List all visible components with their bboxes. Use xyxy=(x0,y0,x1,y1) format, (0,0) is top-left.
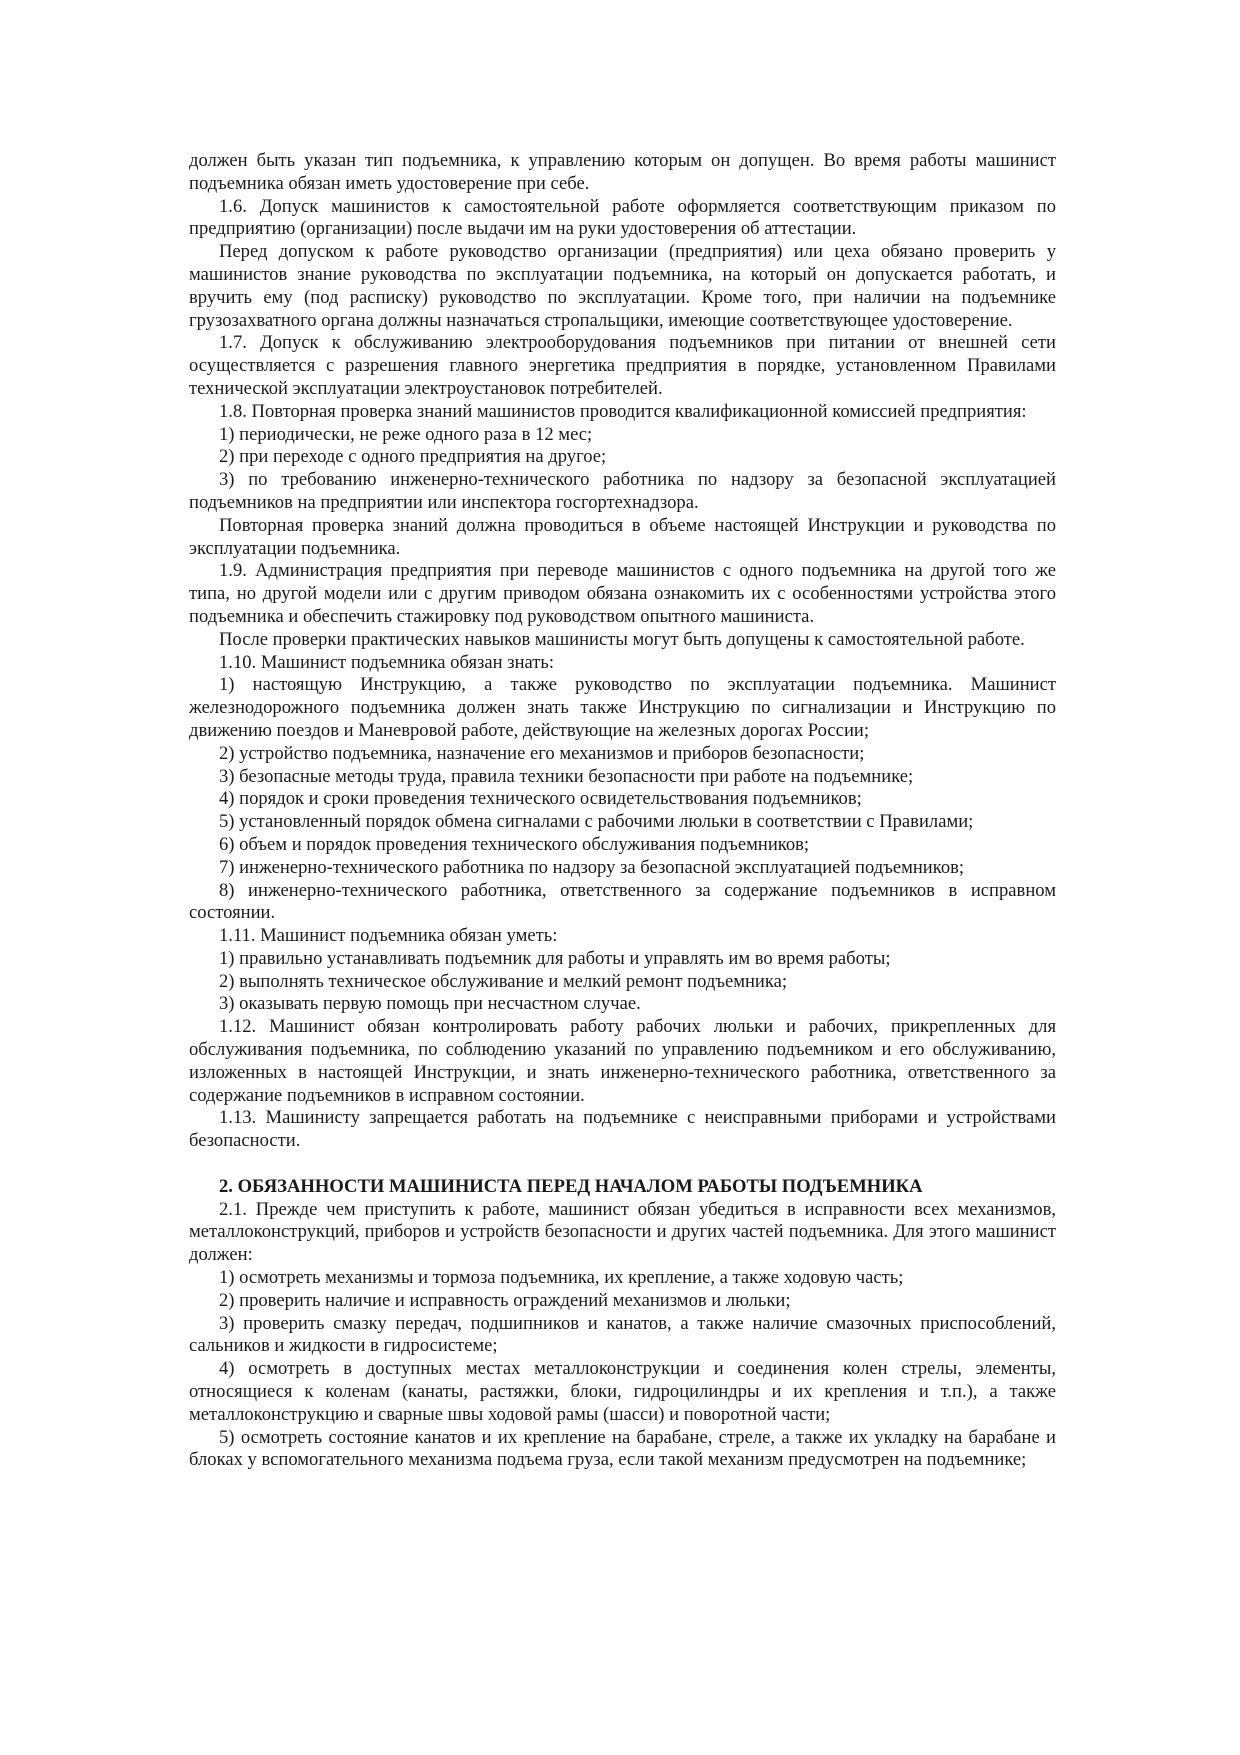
list-item: 4) порядок и сроки проведения технического освидетельствования подъемников; xyxy=(219,788,862,810)
document-body xyxy=(189,150,1056,1472)
paragraph-continuation: должен быть указан тип подъемника, к управлению которым он допущен. Во время работы машинист подъемника обязан иметь удостоверение при себе. xyxy=(189,150,1056,194)
list-item: 5) осмотреть состояние канатов и их крепление на барабане, стреле, а также их укладку на барабане и блоках у вспомогательного механизма подъема груза, если такой механизм предусмотрен на подъемнике; xyxy=(189,1426,1056,1471)
list-item: 6) объем и порядок проведения технического обслуживания подъемников; xyxy=(219,833,810,855)
list-item: 3) по требованию инженерно-технического работника по надзору за безопасной эксплуатацией подъемников на предприятии или инспектора госгортехнадзора. xyxy=(189,469,1056,513)
list-item: 2) проверить наличие и исправность ограждений механизмов и люльки; xyxy=(219,1289,791,1311)
paragraph: После проверки практических навыков машинисты могут быть допущены к самостоятельной работе. xyxy=(219,628,1025,650)
list-item: 2) устройство подъемника, назначение его механизмов и приборов безопасности; xyxy=(219,742,865,764)
paragraph-1-12: 1.12. Машинист обязан контролировать работу рабочих люльки и рабочих, прикрепленных для обслуживания подъемника, по соблюдению указаний по управлению подъемником и его обслуживанию, изложенных в настоящей Инструкции, и знать инженерно-технического работника, ответственного за содержание подъемников в исправном состоянии. xyxy=(189,1016,1056,1106)
list-item: 7) инженерно-технического работника по надзору за безопасной эксплуатацией подъемников; xyxy=(219,856,965,878)
list-item: 2) при переходе с одного предприятия на другое; xyxy=(219,446,607,468)
blank-line xyxy=(189,1153,1056,1176)
paragraph-1-6: 1.6. Допуск машинистов к самостоятельной работе оформляется соответствующим приказом по предприятию (организации) после выдачи им на руки удостоверения об аттестации. xyxy=(189,195,1056,240)
list-item: 8) инженерно-технического работника, ответственного за содержание подъемников в исправном состоянии. xyxy=(189,879,1056,924)
paragraph-1-10: 1.10. Машинист подъемника обязан знать: xyxy=(219,651,555,673)
paragraph-1-9: 1.9. Администрация предприятия при переводе машинистов с одного подъемника на другой того же типа, но другой модели или с другим приводом обязана ознакомить их с особенностями устройства этого подъемника и обеспечить стажировку под руководством опытного машиниста. xyxy=(189,560,1056,627)
paragraph: Повторная проверка знаний должна проводиться в объеме настоящей Инструкции и руководства по эксплуатации подъемника. xyxy=(189,514,1056,559)
paragraph: Перед допуском к работе руководство организации (предприятия) или цеха обязано проверить у машинистов знание руководства по эксплуатации подъемника, на который он допускается работать, и вручить ему (под расписку) руководство по эксплуатации. Кроме того, при наличии на подъемнике грузозахватного органа должны назначаться стропальщики, имеющие соответствующее удостоверение. xyxy=(189,241,1056,331)
paragraph-2-1: 2.1. Прежде чем приступить к работе, машинист обязан убедиться в исправности всех механизмов, металлоконструкций, приборов и устройств безопасности и других частей подъемника. Для этого машинист должен: xyxy=(189,1198,1056,1266)
section-2-heading: 2. ОБЯЗАННОСТИ МАШИНИСТА ПЕРЕД НАЧАЛОМ РАБОТЫ ПОДЪЕМНИКА xyxy=(219,1175,923,1197)
list-item: 4) осмотреть в доступных местах металлоконструкции и соединения колен стрелы, элементы, относящиеся к коленам (канаты, растяжки, блоки, гидроцилиндры и их крепления и т.п.), а также металлоконструкцию и сварные швы ходовой рамы (шасси) и поворотной части; xyxy=(189,1358,1056,1425)
list-item: 1) настоящую Инструкцию, а также руководство по эксплуатации подъемника. Машинист железнодорожного подъемника должен знать также Инструкцию по сигнализации и Инструкцию по движению поездов и Маневровой работе, действующие на железных дорогах России; xyxy=(189,674,1056,741)
paragraph-1-13: 1.13. Машинисту запрещается работать на подъемнике с неисправными приборами и устройствами безопасности. xyxy=(189,1107,1056,1152)
paragraph-1-7: 1.7. Допуск к обслуживанию электрооборудования подъемников при питании от внешней сети осуществляется с разрешения главного энергетика предприятия в порядке, установленном Правилами технической эксплуатации электроустановок потребителей. xyxy=(189,332,1056,399)
list-item: 3) проверить смазку передач, подшипников и канатов, а также наличие смазочных приспособлений, сальников и жидкости в гидросистеме; xyxy=(189,1312,1056,1357)
list-item: 3) оказывать первую помощь при несчастном случае. xyxy=(219,993,641,1015)
list-item: 3) безопасные методы труда, правила техники безопасности при работе на подъемнике; xyxy=(219,765,914,787)
list-item: 2) выполнять техническое обслуживание и мелкий ремонт подъемника; xyxy=(219,970,788,992)
list-item: 1) правильно устанавливать подъемник для работы и управлять им во время работы; xyxy=(219,947,891,969)
list-item: 5) установленный порядок обмена сигналами с рабочими люльки в соответствии с Правилами; xyxy=(219,811,974,833)
list-item: 1) периодически, не реже одного раза в 12 мес; xyxy=(219,423,593,445)
paragraph-1-8: 1.8. Повторная проверка знаний машинистов проводится квалификационной комиссией предприятия: xyxy=(219,400,1027,422)
list-item: 1) осмотреть механизмы и тормоза подъемника, их крепление, а также ходовую часть; xyxy=(219,1267,904,1289)
paragraph-1-11: 1.11. Машинист подъемника обязан уметь: xyxy=(219,925,558,947)
